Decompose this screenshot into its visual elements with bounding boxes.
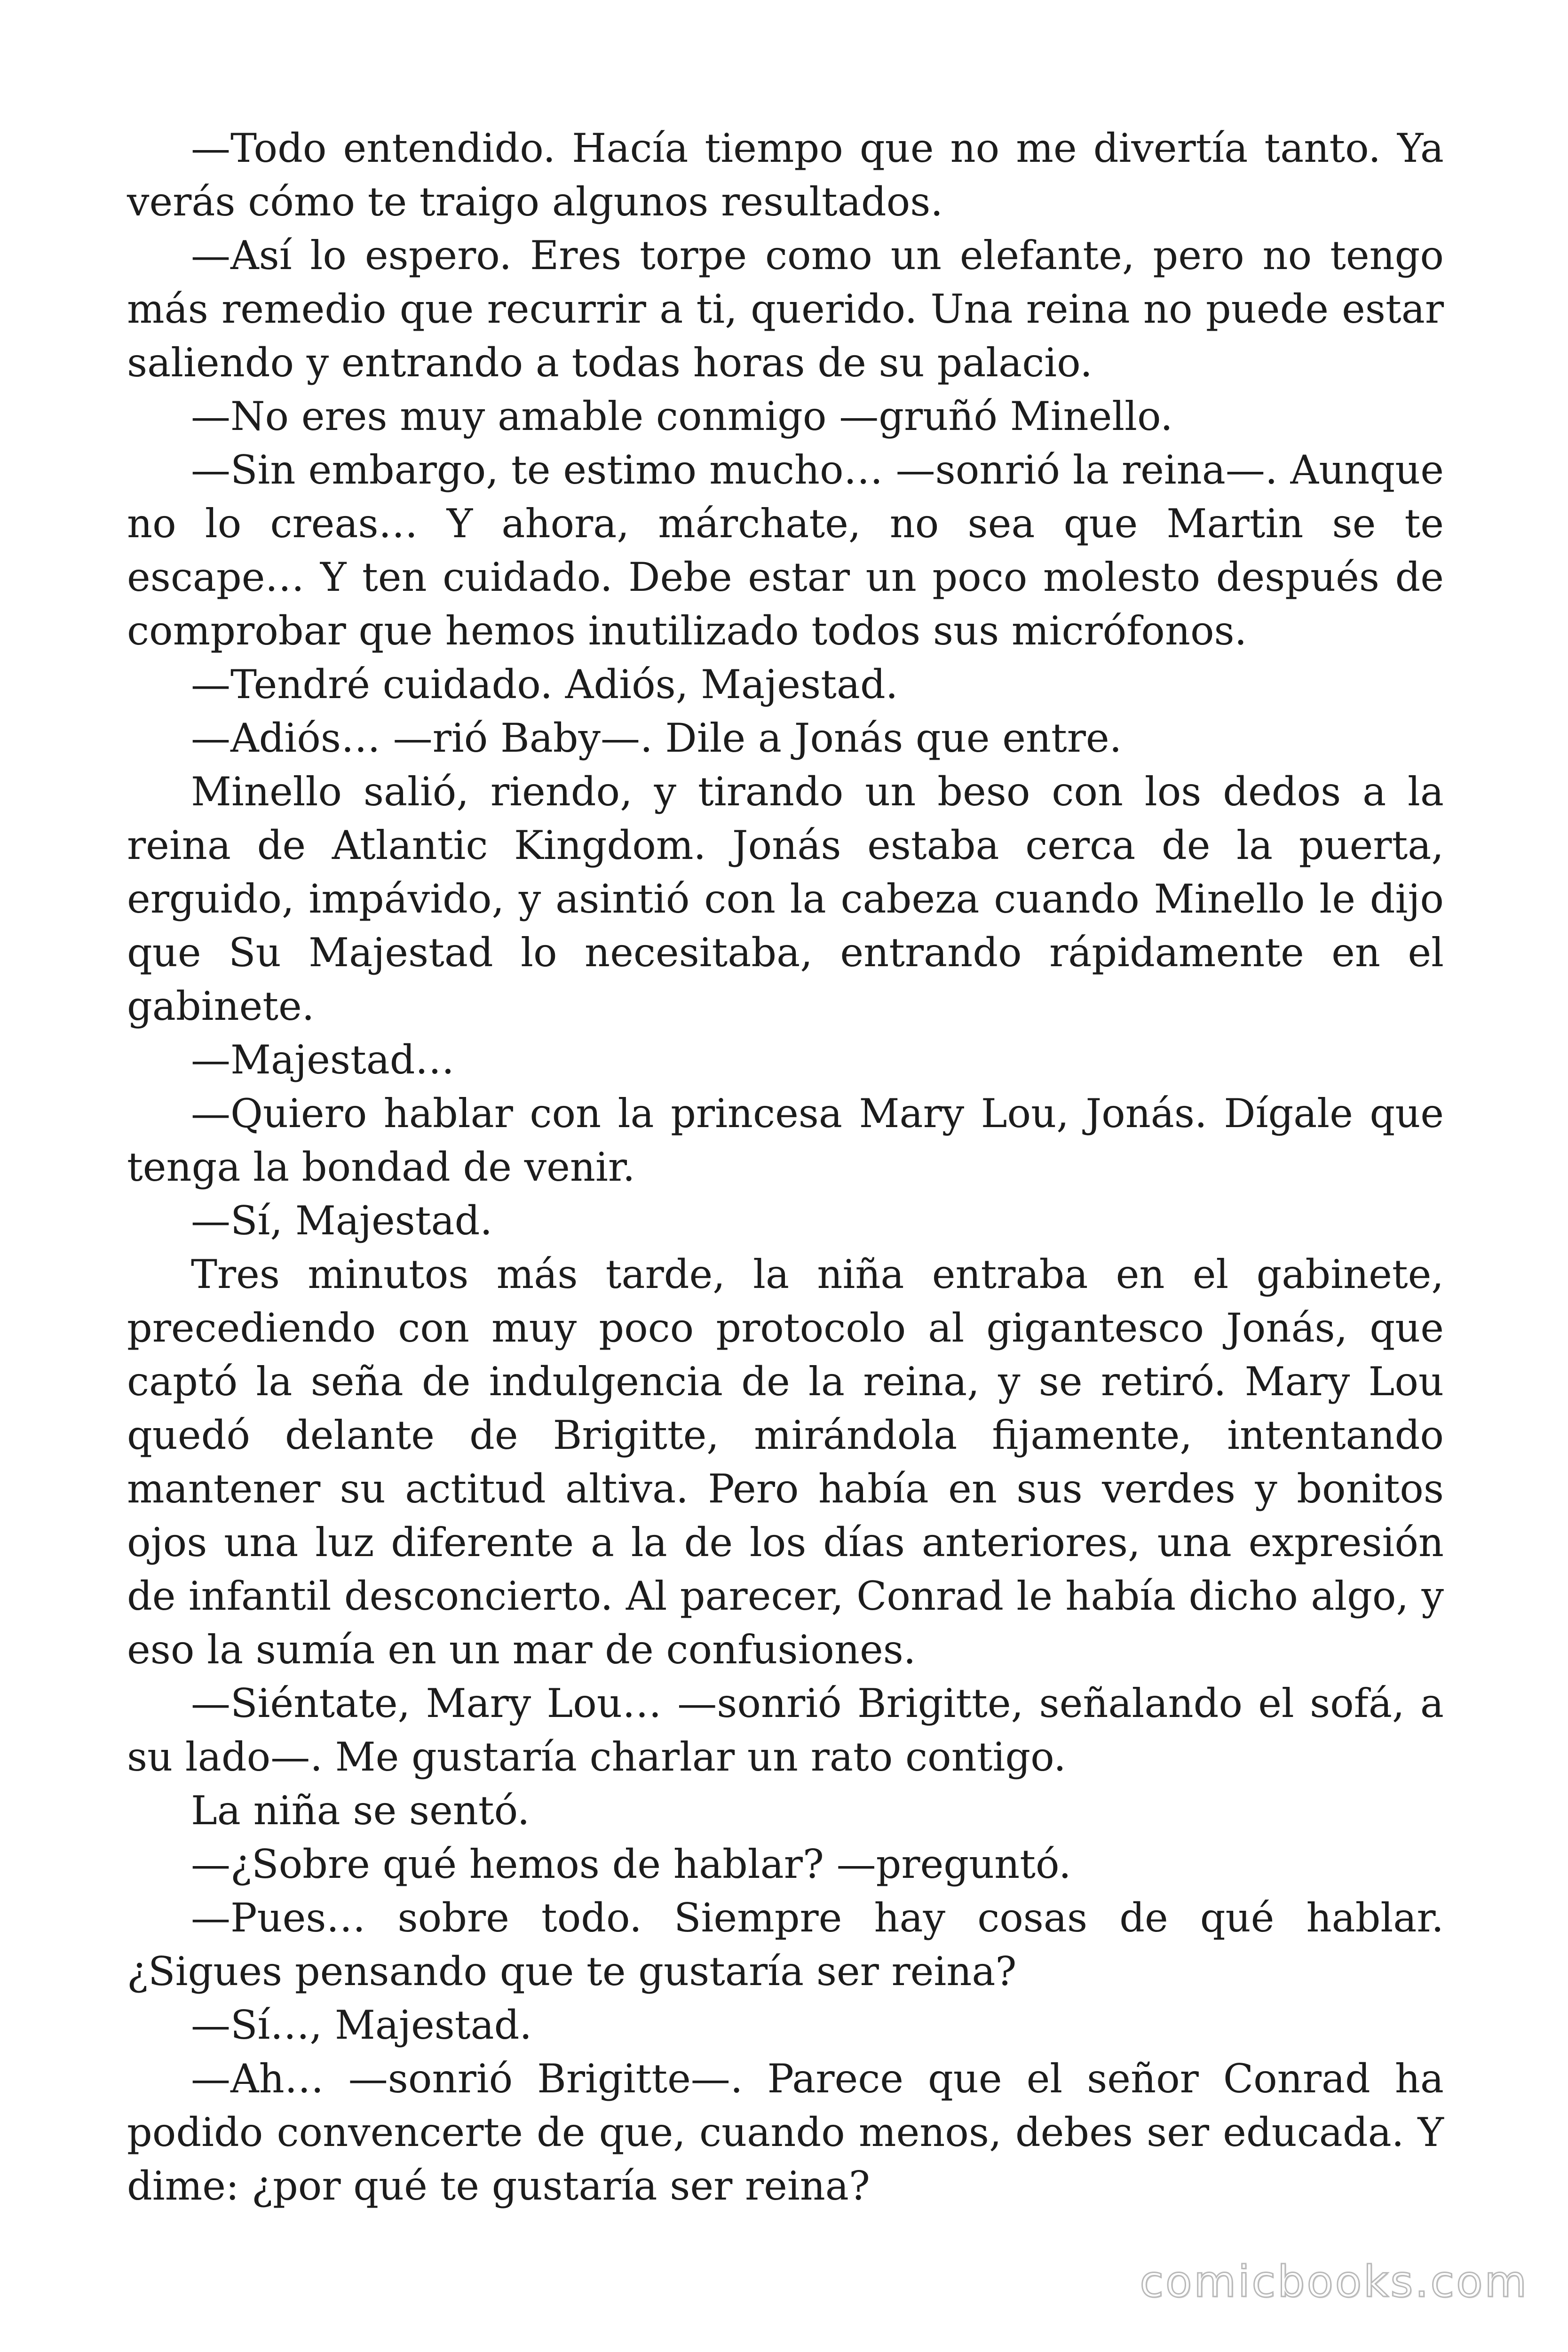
paragraph: Tres minutos más tarde, la niña entraba en el gabinete, precediendo con muy poco protocolo al gigantesco Jonás, que captó la seña de indulgencia de la reina, y se retiró. Mary Lou quedó delante de Brigitte, mirándola fijamente, intentando mantener su actitud altiva. Pero había en sus verdes y bonitos ojos una luz diferente a la de los días anteriores, una expresión de infantil desconcierto. Al parecer, Conrad le había dicho algo, y eso la sumía en un mar de confusiones.	[127, 1251, 1444, 1673]
paragraph: —Sí…, Majestad.	[191, 2002, 532, 2048]
paragraph: —Sí, Majestad.	[191, 1198, 493, 1244]
paragraph: La niña se sentó.	[191, 1788, 530, 1834]
paragraph: Minello salió, riendo, y tirando un beso con los dedos a la reina de Atlantic Kingdom. Jonás estaba cerca de la puerta, erguido, impávido, y asintió con la cabeza cuando Minello le dijo que Su Majestad lo necesitaba, entrando rápidamente en el gabinete.	[127, 769, 1444, 1029]
paragraph: —Adiós… —rió Baby—. Dile a Jonás que entre.	[191, 715, 1122, 761]
paragraph: —Sin embargo, te estimo mucho… —sonrió la reina—. Aunque no lo creas… Y ahora, márchate, no sea que Martin se te escape… Y ten cuidado. Debe estar un poco molesto después de comprobar que hemos inutilizado todos sus micrófonos.	[127, 447, 1444, 654]
paragraph: —Así lo espero. Eres torpe como un elefante, pero no tengo más remedio que recurrir a ti, querido. Una reina no puede estar saliendo y entrando a todas horas de su palacio.	[127, 232, 1444, 386]
paragraph: —Todo entendido. Hacía tiempo que no me divertía tanto. Ya verás cómo te traigo algunos resultados.	[127, 125, 1444, 225]
paragraph: —Siéntate, Mary Lou… —sonrió Brigitte, señalando el sofá, a su lado—. Me gustaría charlar un rato contigo.	[127, 1680, 1444, 1780]
paragraph: —¿Sobre qué hemos de hablar? —preguntó.	[191, 1841, 1071, 1887]
paragraph: —No eres muy amable conmigo —gruñó Minello.	[191, 393, 1173, 439]
watermark: comicbooks.com	[1140, 2257, 1528, 2307]
paragraph: —Ah… —sonrió Brigitte—. Parece que el señor Conrad ha podido convencerte de que, cuando menos, debes ser educada. Y dime: ¿por qué te gustaría ser reina?	[127, 2056, 1444, 2209]
paragraph: —Tendré cuidado. Adiós, Majestad.	[191, 661, 898, 707]
paragraph: —Quiero hablar con la princesa Mary Lou, Jonás. Dígale que tenga la bondad de venir.	[127, 1090, 1444, 1190]
paragraph: —Majestad…	[191, 1037, 455, 1083]
book-page-body	[127, 121, 1444, 2213]
paragraph: —Pues… sobre todo. Siempre hay cosas de qué hablar. ¿Sigues pensando que te gustaría ser reina?	[127, 1895, 1444, 1994]
